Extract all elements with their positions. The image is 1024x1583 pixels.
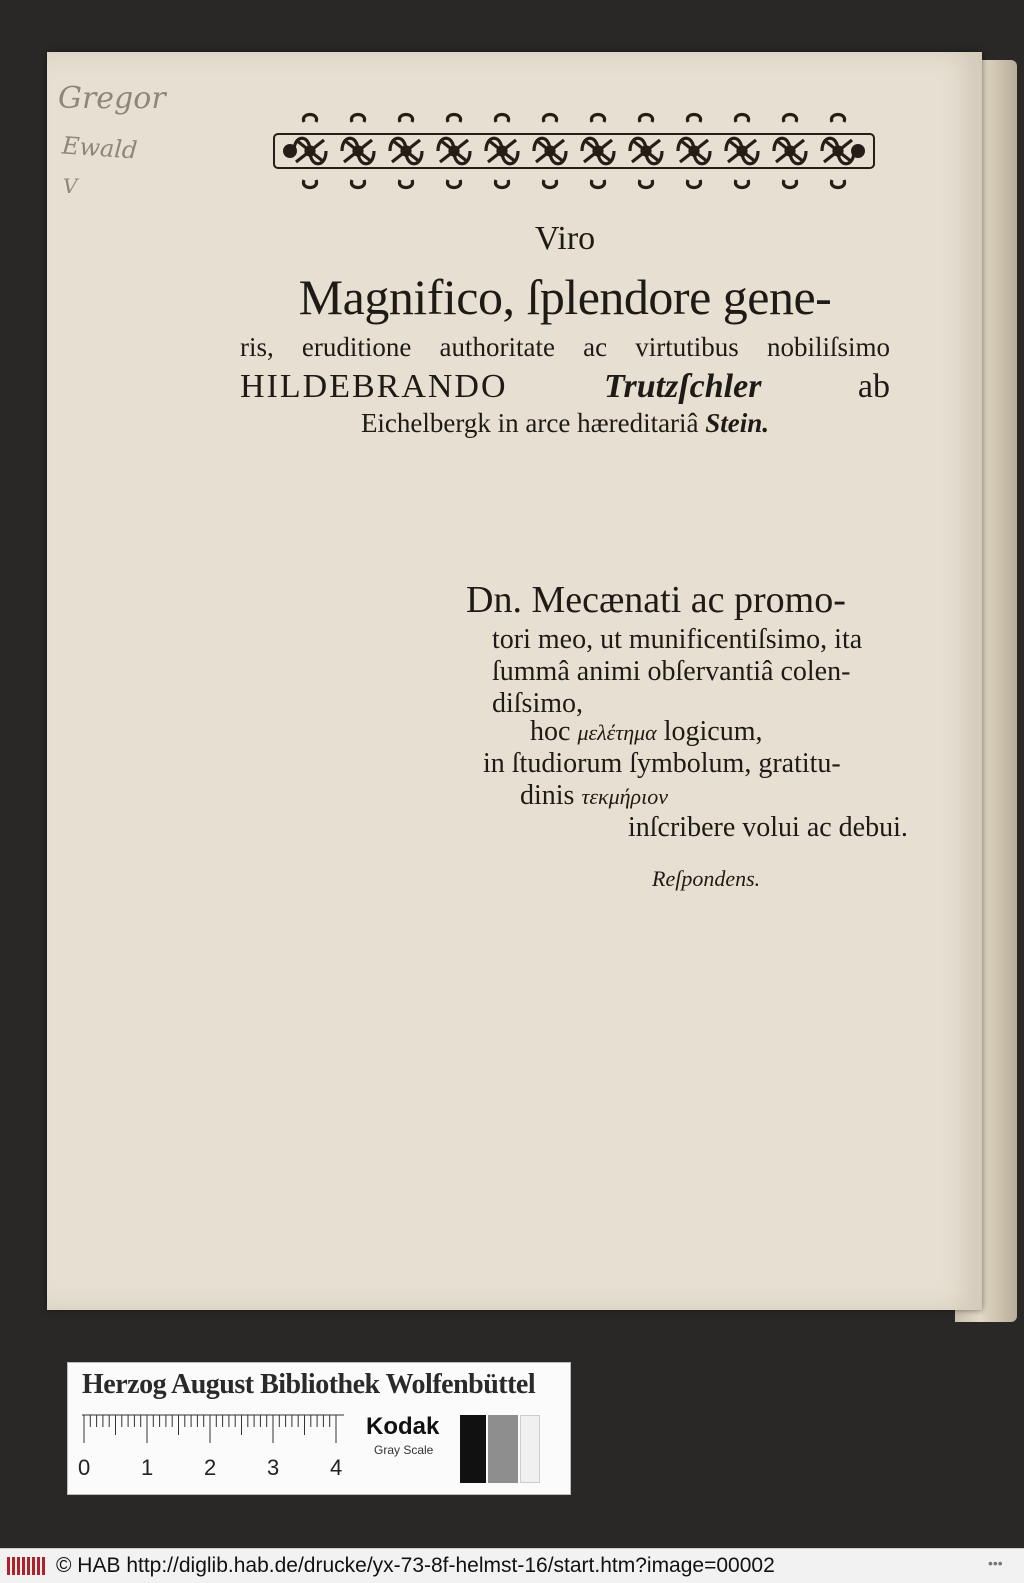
ornament-dot — [786, 147, 794, 155]
pencil-annotation-name: Gregor — [58, 81, 166, 116]
ornament-dot — [546, 147, 554, 155]
word-hoc: hoc — [530, 716, 571, 747]
ornament-dot — [834, 147, 842, 155]
swatch-gray — [488, 1415, 518, 1483]
place-stein: Stein. — [705, 408, 770, 438]
name-trutzschler: Trutzſchler — [604, 368, 762, 405]
pencil-annotation-surname: Ewald — [61, 131, 139, 165]
ornament-dot — [690, 147, 698, 155]
ornament-dot — [306, 147, 314, 155]
library-name: Herzog August Bibliothek Wolfenbüttel — [82, 1369, 536, 1400]
ornament-dot — [738, 147, 746, 155]
ruler-scale — [82, 1413, 362, 1445]
heading-line-hildebrando — [240, 368, 890, 406]
dedication-line-6: in ſtudiorum ſymbolum, gratitu- — [483, 748, 841, 779]
ornament-dot — [354, 147, 362, 155]
ruler-number: 3 — [267, 1455, 280, 1480]
swatch-black — [460, 1415, 486, 1483]
kodak-logo: Kodak — [366, 1413, 440, 1440]
word-dinis: dinis — [520, 780, 575, 811]
word-logicum: logicum, — [663, 716, 763, 747]
gray-scale-label: Gray Scale — [374, 1443, 434, 1457]
footer-bar — [0, 1548, 1024, 1583]
dedication-line-2: tori meo, ut munificentiſsimo, ita — [492, 624, 863, 655]
dedication-line-7 — [520, 780, 668, 812]
greek-tekmerion: τεκμήριον — [581, 784, 668, 809]
source-link[interactable]: © HAB http://diglib.hab.de/drucke/yx-73-8f-helmst-16/start.htm?image=00002 — [56, 1554, 775, 1577]
ornament-dot — [450, 147, 458, 155]
color-calibration-bar — [67, 1362, 571, 1495]
heading-viro: Viro — [534, 220, 596, 257]
ornament-dot — [642, 147, 650, 155]
dedication-line-5 — [530, 716, 763, 748]
place-eichelbergk: Eichelbergk in arce hæreditariâ — [360, 408, 699, 438]
heading-line-ris: ris, eruditione authoritate ac virtutibus nobiliſsimo — [240, 332, 890, 362]
ruler-number: 1 — [141, 1455, 154, 1480]
dedication-line-3: ſummâ animi obſervantiâ colen- — [492, 656, 851, 687]
ornament-dot — [498, 147, 506, 155]
ruler-number: 0 — [78, 1455, 91, 1480]
heading-line-eichelbergk — [240, 408, 890, 439]
heading-magnifico: Magnifico, ſplendore gene- — [298, 269, 832, 325]
ruler-number: 2 — [204, 1455, 217, 1480]
dedication-line-1: Dn. Mecænati ac promo- — [466, 579, 846, 621]
signature-respondens: Reſpondens. — [652, 866, 761, 891]
name-hildebrando: HILDEBRANDO — [240, 368, 508, 405]
word-ab: ab — [857, 368, 890, 405]
hab-logo-icon — [6, 1554, 46, 1578]
greek-meletema: μελέτημα — [577, 720, 657, 745]
swatch-light — [520, 1415, 540, 1483]
more-icon[interactable]: ••• — [988, 1555, 1003, 1571]
ornament-dot — [402, 147, 410, 155]
dedication-line-4: diſsimo, — [492, 688, 584, 719]
pencil-annotation-numeral: V — [63, 174, 78, 198]
ornamental-headpiece — [270, 104, 878, 198]
ornament-dot — [594, 147, 602, 155]
ruler-number: 4 — [330, 1455, 343, 1480]
dedication-line-8: inſcribere volui ac debui. — [628, 812, 908, 843]
